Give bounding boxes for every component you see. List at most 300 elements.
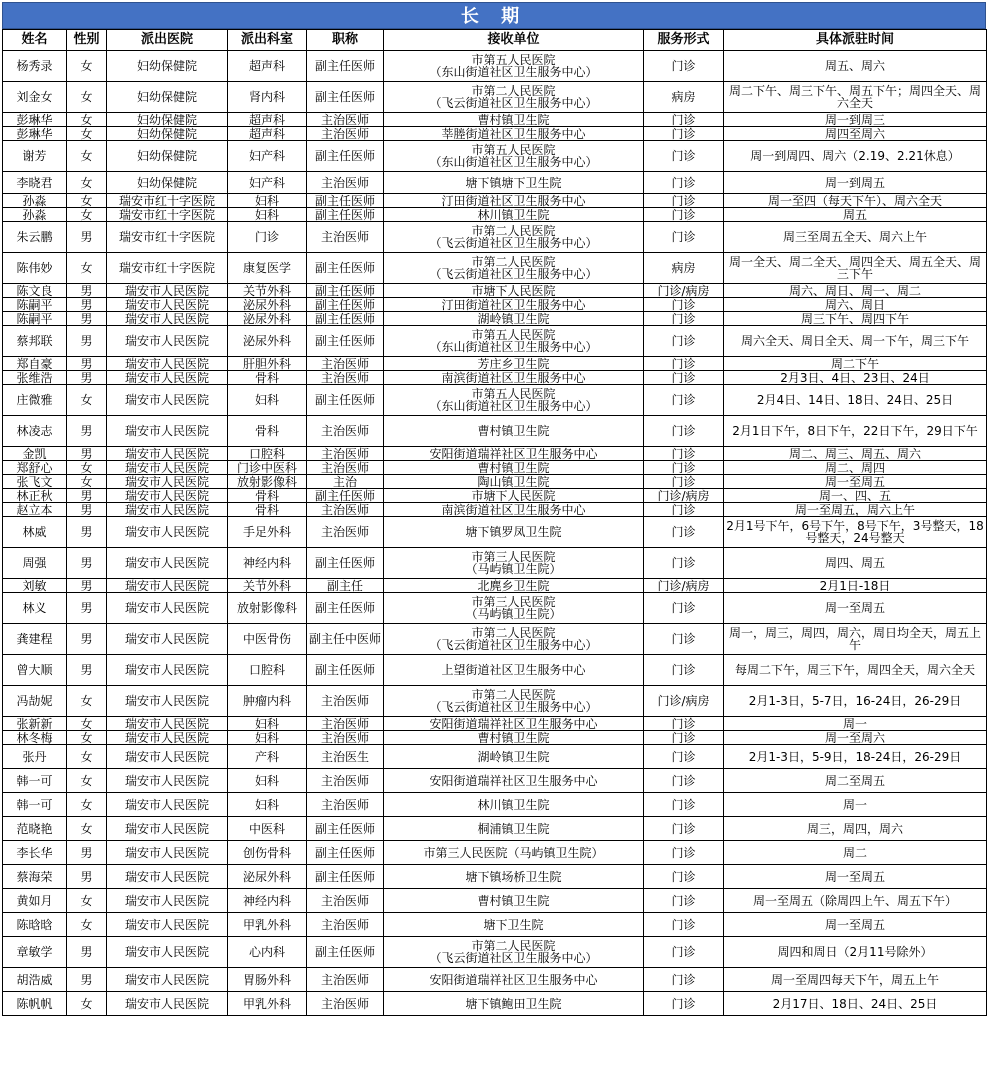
cell-service-form: 门诊 <box>644 503 724 517</box>
cell-receiving-unit: 市塘下人民医院 <box>384 489 644 503</box>
cell-service-form: 门诊 <box>644 298 724 312</box>
table-row <box>3 194 987 208</box>
cell-name: 赵立本 <box>3 503 67 517</box>
cell-title: 主治医师 <box>307 517 384 548</box>
cell-hospital: 瑞安市人民医院 <box>107 655 228 686</box>
cell-name: 林冬梅 <box>3 731 67 745</box>
cell-schedule: 周一 <box>724 717 987 731</box>
cell-schedule: 每周二下午，周三下午，周四全天，周六全天 <box>724 655 987 686</box>
cell-department: 创伤骨科 <box>228 841 307 865</box>
table-row <box>3 686 987 717</box>
cell-title: 副主任医师 <box>307 326 384 357</box>
cell-title: 副主任医师 <box>307 548 384 579</box>
cell-title: 主治医师 <box>307 357 384 371</box>
table-row <box>3 548 987 579</box>
cell-receiving-unit: 桐浦镇卫生院 <box>384 817 644 841</box>
cell-hospital: 瑞安市人民医院 <box>107 913 228 937</box>
cell-department: 口腔科 <box>228 655 307 686</box>
cell-gender: 女 <box>67 717 107 731</box>
cell-receiving-unit: 市第二人民医院 （飞云街道社区卫生服务中心） <box>384 222 644 253</box>
cell-hospital: 妇幼保健院 <box>107 51 228 82</box>
cell-gender: 男 <box>67 968 107 992</box>
cell-name: 金凯 <box>3 447 67 461</box>
cell-schedule: 周六全天、周日全天、周一下午，周三下午 <box>724 326 987 357</box>
cell-hospital: 瑞安市人民医院 <box>107 717 228 731</box>
header-schedule: 具体派驻时间 <box>724 30 987 51</box>
cell-department: 肿瘤内科 <box>228 686 307 717</box>
cell-title: 主治医师 <box>307 371 384 385</box>
cell-receiving-unit: 市第三人民医院 （马屿镇卫生院） <box>384 548 644 579</box>
table-row <box>3 385 987 416</box>
cell-schedule: 周一，周三，周四，周六，周日均全天，周五上午 <box>724 624 987 655</box>
cell-hospital: 瑞安市人民医院 <box>107 769 228 793</box>
cell-service-form: 门诊 <box>644 865 724 889</box>
cell-receiving-unit: 塘下镇罗凤卫生院 <box>384 517 644 548</box>
cell-schedule: 周二、周三、周五、周六 <box>724 447 987 461</box>
table-row <box>3 141 987 172</box>
cell-title: 主治医师 <box>307 992 384 1016</box>
cell-name: 林正秋 <box>3 489 67 503</box>
cell-department: 泌尿外科 <box>228 326 307 357</box>
table-row <box>3 82 987 113</box>
cell-department: 口腔科 <box>228 447 307 461</box>
cell-service-form: 门诊 <box>644 769 724 793</box>
cell-gender: 女 <box>67 113 107 127</box>
cell-hospital: 瑞安市人民医院 <box>107 968 228 992</box>
cell-name: 郑自豪 <box>3 357 67 371</box>
cell-department: 骨科 <box>228 371 307 385</box>
cell-department: 泌尿外科 <box>228 298 307 312</box>
cell-schedule: 周五、周六 <box>724 51 987 82</box>
cell-title: 副主任医师 <box>307 841 384 865</box>
cell-name: 李长华 <box>3 841 67 865</box>
cell-gender: 女 <box>67 475 107 489</box>
cell-title: 副主任医师 <box>307 284 384 298</box>
cell-hospital: 瑞安市红十字医院 <box>107 208 228 222</box>
cell-name: 韩一可 <box>3 769 67 793</box>
cell-service-form: 门诊 <box>644 447 724 461</box>
cell-title: 主治医师 <box>307 769 384 793</box>
cell-gender: 男 <box>67 222 107 253</box>
cell-department: 妇产科 <box>228 172 307 194</box>
cell-name: 张维浩 <box>3 371 67 385</box>
cell-hospital: 瑞安市人民医院 <box>107 326 228 357</box>
cell-hospital: 瑞安市红十字医院 <box>107 194 228 208</box>
cell-department: 泌尿外科 <box>228 865 307 889</box>
cell-gender: 女 <box>67 172 107 194</box>
cell-gender: 女 <box>67 769 107 793</box>
cell-schedule: 周一至周五 <box>724 475 987 489</box>
cell-name: 陈伟妙 <box>3 253 67 284</box>
cell-receiving-unit: 林川镇卫生院 <box>384 208 644 222</box>
table-row <box>3 717 987 731</box>
table-row <box>3 113 987 127</box>
cell-department: 神经内科 <box>228 889 307 913</box>
cell-gender: 女 <box>67 793 107 817</box>
schedule-sheet <box>2 2 986 1016</box>
cell-receiving-unit: 湖岭镇卫生院 <box>384 745 644 769</box>
cell-name: 周强 <box>3 548 67 579</box>
cell-department: 康复医学 <box>228 253 307 284</box>
cell-schedule: 周四和周日（2月11号除外） <box>724 937 987 968</box>
cell-name: 庄微雅 <box>3 385 67 416</box>
cell-service-form: 门诊 <box>644 326 724 357</box>
cell-service-form: 门诊 <box>644 141 724 172</box>
table-row <box>3 579 987 593</box>
cell-gender: 男 <box>67 312 107 326</box>
cell-gender: 男 <box>67 326 107 357</box>
cell-department: 甲乳外科 <box>228 992 307 1016</box>
cell-hospital: 瑞安市人民医院 <box>107 416 228 447</box>
cell-hospital: 瑞安市人民医院 <box>107 841 228 865</box>
cell-schedule: 周一全天、周二全天、周四全天、周五全天、周三下午 <box>724 253 987 284</box>
cell-department: 门诊 <box>228 222 307 253</box>
cell-title: 主治 <box>307 475 384 489</box>
cell-gender: 男 <box>67 416 107 447</box>
assignment-table <box>2 29 987 1016</box>
cell-gender: 男 <box>67 503 107 517</box>
cell-title: 主治医师 <box>307 127 384 141</box>
cell-department: 妇科 <box>228 717 307 731</box>
cell-schedule: 周二下午 <box>724 357 987 371</box>
cell-gender: 女 <box>67 889 107 913</box>
cell-gender: 男 <box>67 447 107 461</box>
header-gender: 性别 <box>67 30 107 51</box>
cell-gender: 男 <box>67 298 107 312</box>
cell-receiving-unit: 陶山镇卫生院 <box>384 475 644 489</box>
cell-service-form: 门诊 <box>644 371 724 385</box>
cell-service-form: 门诊 <box>644 717 724 731</box>
cell-hospital: 瑞安市人民医院 <box>107 548 228 579</box>
cell-department: 超声科 <box>228 113 307 127</box>
table-row <box>3 326 987 357</box>
cell-service-form: 门诊 <box>644 385 724 416</box>
cell-schedule: 周二 <box>724 841 987 865</box>
cell-service-form: 门诊 <box>644 517 724 548</box>
cell-title: 副主任医师 <box>307 489 384 503</box>
cell-schedule: 周二、周四 <box>724 461 987 475</box>
cell-name: 蔡海荣 <box>3 865 67 889</box>
cell-receiving-unit: 曹村镇卫生院 <box>384 113 644 127</box>
cell-receiving-unit: 安阳街道瑞祥社区卫生服务中心 <box>384 968 644 992</box>
cell-schedule: 周一至周五（除周四上午、周五下午） <box>724 889 987 913</box>
cell-name: 林义 <box>3 593 67 624</box>
cell-schedule: 周六、周日 <box>724 298 987 312</box>
cell-receiving-unit: 湖岭镇卫生院 <box>384 312 644 326</box>
cell-receiving-unit: 市第二人民医院 （飞云街道社区卫生服务中心） <box>384 937 644 968</box>
cell-hospital: 瑞安市人民医院 <box>107 889 228 913</box>
cell-name: 张丹 <box>3 745 67 769</box>
cell-receiving-unit: 曹村镇卫生院 <box>384 889 644 913</box>
table-row <box>3 731 987 745</box>
cell-name: 张新新 <box>3 717 67 731</box>
cell-service-form: 门诊 <box>644 461 724 475</box>
cell-receiving-unit: 安阳街道瑞祥社区卫生服务中心 <box>384 717 644 731</box>
cell-service-form: 门诊 <box>644 208 724 222</box>
cell-gender: 女 <box>67 461 107 475</box>
cell-title: 主治医师 <box>307 793 384 817</box>
table-row <box>3 503 987 517</box>
cell-name: 林凌志 <box>3 416 67 447</box>
cell-name: 李晓君 <box>3 172 67 194</box>
cell-name: 章敏学 <box>3 937 67 968</box>
cell-name: 陈帆帆 <box>3 992 67 1016</box>
cell-schedule: 周一到周五 <box>724 172 987 194</box>
cell-service-form: 门诊 <box>644 593 724 624</box>
cell-schedule: 周六、周日、周一、周二 <box>724 284 987 298</box>
cell-department: 泌尿外科 <box>228 312 307 326</box>
cell-service-form: 门诊 <box>644 548 724 579</box>
cell-receiving-unit: 安阳街道瑞祥社区卫生服务中心 <box>384 769 644 793</box>
cell-name: 陈嗣平 <box>3 312 67 326</box>
cell-hospital: 瑞安市人民医院 <box>107 371 228 385</box>
table-row <box>3 127 987 141</box>
cell-service-form: 门诊 <box>644 194 724 208</box>
cell-name: 孙淼 <box>3 208 67 222</box>
table-row <box>3 222 987 253</box>
cell-gender: 女 <box>67 992 107 1016</box>
cell-service-form: 门诊/病房 <box>644 284 724 298</box>
cell-gender: 女 <box>67 194 107 208</box>
cell-schedule: 周四至周六 <box>724 127 987 141</box>
table-row <box>3 841 987 865</box>
cell-title: 副主任医师 <box>307 865 384 889</box>
cell-department: 放射影像科 <box>228 475 307 489</box>
cell-gender: 女 <box>67 731 107 745</box>
cell-title: 副主任医师 <box>307 655 384 686</box>
cell-title: 副主任医师 <box>307 253 384 284</box>
cell-receiving-unit: 上望街道社区卫生服务中心 <box>384 655 644 686</box>
cell-service-form: 病房 <box>644 253 724 284</box>
cell-gender: 男 <box>67 517 107 548</box>
cell-department: 妇科 <box>228 793 307 817</box>
cell-hospital: 瑞安市人民医院 <box>107 579 228 593</box>
cell-schedule: 2月3日、4日、23日、24日 <box>724 371 987 385</box>
cell-receiving-unit: 曹村镇卫生院 <box>384 461 644 475</box>
cell-title: 主治医师 <box>307 503 384 517</box>
cell-name: 郑舒心 <box>3 461 67 475</box>
cell-service-form: 门诊 <box>644 475 724 489</box>
cell-hospital: 瑞安市红十字医院 <box>107 253 228 284</box>
cell-title: 主治医师 <box>307 889 384 913</box>
cell-gender: 女 <box>67 82 107 113</box>
cell-receiving-unit: 市第二人民医院 （飞云街道社区卫生服务中心） <box>384 253 644 284</box>
cell-hospital: 瑞安市人民医院 <box>107 503 228 517</box>
cell-department: 骨科 <box>228 503 307 517</box>
cell-hospital: 妇幼保健院 <box>107 82 228 113</box>
cell-title: 主治医师 <box>307 686 384 717</box>
cell-service-form: 门诊 <box>644 841 724 865</box>
cell-receiving-unit: 市第五人民医院 （东山街道社区卫生服务中心） <box>384 326 644 357</box>
cell-department: 超声科 <box>228 127 307 141</box>
cell-schedule: 周三下午、周四下午 <box>724 312 987 326</box>
cell-schedule: 周一到周四、周六（2.19、2.21休息） <box>724 141 987 172</box>
cell-title: 副主任 <box>307 579 384 593</box>
cell-name: 林威 <box>3 517 67 548</box>
cell-gender: 女 <box>67 817 107 841</box>
cell-hospital: 瑞安市人民医院 <box>107 312 228 326</box>
cell-hospital: 瑞安市人民医院 <box>107 817 228 841</box>
cell-service-form: 门诊 <box>644 817 724 841</box>
cell-receiving-unit: 市第五人民医院 （东山街道社区卫生服务中心） <box>384 385 644 416</box>
cell-service-form: 门诊/病房 <box>644 686 724 717</box>
cell-title: 主治医师 <box>307 461 384 475</box>
table-row <box>3 208 987 222</box>
cell-department: 妇科 <box>228 385 307 416</box>
cell-name: 谢芳 <box>3 141 67 172</box>
table-row <box>3 624 987 655</box>
cell-title: 副主任医师 <box>307 385 384 416</box>
cell-gender: 男 <box>67 655 107 686</box>
cell-service-form: 门诊 <box>644 655 724 686</box>
cell-title: 副主任医师 <box>307 208 384 222</box>
cell-title: 副主任医师 <box>307 817 384 841</box>
table-row <box>3 253 987 284</box>
table-row <box>3 913 987 937</box>
cell-department: 甲乳外科 <box>228 913 307 937</box>
table-row <box>3 284 987 298</box>
cell-gender: 男 <box>67 865 107 889</box>
table-row <box>3 992 987 1016</box>
cell-schedule: 周一 <box>724 793 987 817</box>
cell-receiving-unit: 莘塍街道社区卫生服务中心 <box>384 127 644 141</box>
table-row <box>3 793 987 817</box>
cell-title: 主治医师 <box>307 416 384 447</box>
header-hospital: 派出医院 <box>107 30 228 51</box>
cell-schedule: 周一到周三 <box>724 113 987 127</box>
cell-hospital: 瑞安市人民医院 <box>107 385 228 416</box>
cell-service-form: 门诊 <box>644 222 724 253</box>
cell-hospital: 瑞安市人民医院 <box>107 731 228 745</box>
cell-gender: 男 <box>67 548 107 579</box>
cell-title: 主治医师 <box>307 172 384 194</box>
cell-title: 主治医师 <box>307 222 384 253</box>
cell-receiving-unit: 芳庄乡卫生院 <box>384 357 644 371</box>
cell-schedule: 周一至周五 <box>724 593 987 624</box>
cell-title: 副主任医师 <box>307 51 384 82</box>
cell-service-form: 门诊 <box>644 913 724 937</box>
table-row <box>3 968 987 992</box>
cell-hospital: 瑞安市人民医院 <box>107 489 228 503</box>
table-row <box>3 416 987 447</box>
cell-service-form: 门诊 <box>644 937 724 968</box>
cell-hospital: 瑞安市人民医院 <box>107 357 228 371</box>
cell-department: 妇科 <box>228 769 307 793</box>
cell-hospital: 瑞安市红十字医院 <box>107 222 228 253</box>
cell-service-form: 门诊 <box>644 312 724 326</box>
cell-service-form: 门诊 <box>644 51 724 82</box>
cell-schedule: 周一至周五 <box>724 865 987 889</box>
cell-receiving-unit: 塘下卫生院 <box>384 913 644 937</box>
table-row <box>3 817 987 841</box>
cell-hospital: 妇幼保健院 <box>107 127 228 141</box>
cell-receiving-unit: 塘下镇塘下卫生院 <box>384 172 644 194</box>
cell-schedule: 周二下午、周三下午、周五下午；周四全天、周六全天 <box>724 82 987 113</box>
header-row <box>3 30 987 51</box>
cell-schedule: 周四、周五 <box>724 548 987 579</box>
table-row <box>3 357 987 371</box>
cell-schedule: 2月1-3日，5-7日，16-24日，26-29日 <box>724 686 987 717</box>
cell-name: 刘金女 <box>3 82 67 113</box>
cell-service-form: 门诊 <box>644 172 724 194</box>
cell-receiving-unit: 市第五人民医院 （东山街道社区卫生服务中心） <box>384 141 644 172</box>
cell-receiving-unit: 汀田街道社区卫生服务中心 <box>384 298 644 312</box>
cell-department: 妇产科 <box>228 141 307 172</box>
cell-gender: 男 <box>67 489 107 503</box>
cell-gender: 女 <box>67 141 107 172</box>
cell-name: 胡浩威 <box>3 968 67 992</box>
cell-gender: 男 <box>67 357 107 371</box>
cell-title: 副主任医师 <box>307 141 384 172</box>
cell-department: 神经内科 <box>228 548 307 579</box>
table-row <box>3 312 987 326</box>
cell-receiving-unit: 市塘下人民医院 <box>384 284 644 298</box>
cell-title: 主治医师 <box>307 717 384 731</box>
cell-title: 副主任医师 <box>307 298 384 312</box>
cell-department: 妇科 <box>228 208 307 222</box>
cell-schedule: 周五 <box>724 208 987 222</box>
cell-hospital: 妇幼保健院 <box>107 113 228 127</box>
cell-title: 主治医生 <box>307 745 384 769</box>
table-row <box>3 447 987 461</box>
cell-name: 张飞文 <box>3 475 67 489</box>
cell-gender: 男 <box>67 371 107 385</box>
cell-hospital: 瑞安市人民医院 <box>107 517 228 548</box>
cell-receiving-unit: 曹村镇卫生院 <box>384 731 644 745</box>
cell-title: 副主任中医师 <box>307 624 384 655</box>
cell-title: 副主任医师 <box>307 312 384 326</box>
sheet-title: 长 期 <box>2 2 986 29</box>
table-row <box>3 865 987 889</box>
cell-title: 副主任医师 <box>307 82 384 113</box>
cell-name: 韩一可 <box>3 793 67 817</box>
cell-hospital: 瑞安市人民医院 <box>107 475 228 489</box>
cell-name: 朱云鹏 <box>3 222 67 253</box>
cell-receiving-unit: 市第五人民医院 （东山街道社区卫生服务中心） <box>384 51 644 82</box>
table-row <box>3 937 987 968</box>
cell-gender: 女 <box>67 51 107 82</box>
table-row <box>3 475 987 489</box>
cell-title: 副主任医师 <box>307 194 384 208</box>
cell-name: 孙淼 <box>3 194 67 208</box>
cell-department: 胃肠外科 <box>228 968 307 992</box>
cell-schedule: 周一、四、五 <box>724 489 987 503</box>
cell-department: 骨科 <box>228 489 307 503</box>
cell-name: 陈晗晗 <box>3 913 67 937</box>
cell-name: 冯劼妮 <box>3 686 67 717</box>
cell-service-form: 门诊 <box>644 745 724 769</box>
cell-service-form: 门诊 <box>644 793 724 817</box>
table-row <box>3 172 987 194</box>
cell-schedule: 周一至周五 <box>724 913 987 937</box>
header-receiving-unit: 接收单位 <box>384 30 644 51</box>
header-name: 姓名 <box>3 30 67 51</box>
cell-department: 产科 <box>228 745 307 769</box>
table-row <box>3 655 987 686</box>
cell-department: 骨科 <box>228 416 307 447</box>
cell-schedule: 周一至周四每天下午，周五上午 <box>724 968 987 992</box>
cell-title: 副主任医师 <box>307 593 384 624</box>
cell-name: 蔡邦联 <box>3 326 67 357</box>
cell-gender: 女 <box>67 686 107 717</box>
cell-department: 关节外科 <box>228 284 307 298</box>
cell-receiving-unit: 市第三人民医院 （马屿镇卫生院） <box>384 593 644 624</box>
cell-service-form: 门诊 <box>644 357 724 371</box>
cell-hospital: 瑞安市人民医院 <box>107 298 228 312</box>
cell-service-form: 门诊 <box>644 416 724 447</box>
cell-department: 肾内科 <box>228 82 307 113</box>
cell-service-form: 门诊 <box>644 731 724 745</box>
